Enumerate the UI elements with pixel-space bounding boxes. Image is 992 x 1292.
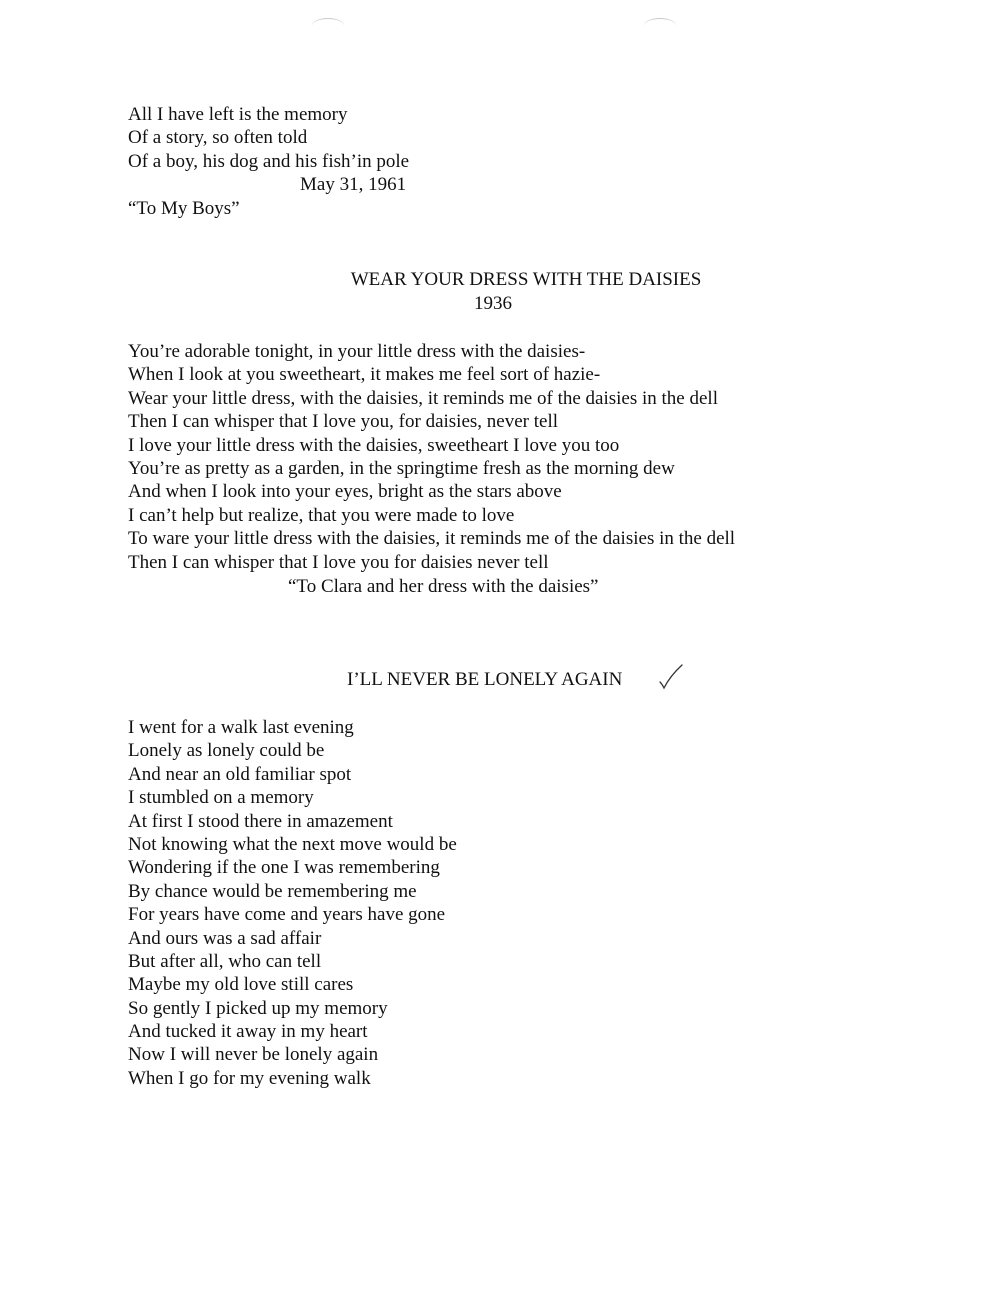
poem-line: And near an old familiar spot: [128, 763, 352, 785]
daisies-poem-title: WEAR YOUR DRESS WITH THE DAISIES: [350, 269, 702, 290]
poem-line: And tucked it away in my heart: [128, 1021, 368, 1043]
lonely-poem-verse: [128, 716, 457, 1090]
poem-line: Then I can whisper that I love you, for daisies, never tell: [128, 411, 558, 433]
poem-line: Now I will never be lonely again: [128, 1044, 379, 1066]
intro-poem-date: May 31, 1961: [300, 174, 407, 195]
poem-line: But after all, who can tell: [128, 950, 322, 972]
poem-line: I love your little dress with the daisies, sweetheart I love you too: [128, 434, 620, 456]
punch-hole-mark-left: [312, 18, 344, 33]
punch-hole-mark-right: [644, 18, 676, 33]
intro-poem-verse: [128, 103, 409, 173]
poem-line: I went for a walk last evening: [128, 717, 354, 738]
poem-line: And ours was a sad affair: [128, 927, 322, 949]
checkmark-icon: [658, 663, 684, 693]
poem-line: I stumbled on a memory: [128, 787, 314, 809]
daisies-poem-verse: [128, 340, 735, 574]
poem-line: You’re as pretty as a garden, in the springtime fresh as the morning dew: [128, 457, 675, 479]
poem-line: And when I look into your eyes, bright as the stars above: [128, 481, 562, 503]
poem-line: At first I stood there in amazement: [128, 810, 393, 832]
poem-line: Of a boy, his dog and his fish’in pole: [128, 150, 410, 172]
poem-line: By chance would be remembering me: [128, 880, 417, 902]
poem-line: To ware your little dress with the daisies, it reminds me of the daisies in the dell: [128, 528, 736, 550]
poem-line: For years have come and years have gone: [128, 904, 446, 926]
poem-line: All I have left is the memory: [128, 104, 348, 125]
intro-poem-dedication: “To My Boys”: [128, 198, 240, 219]
year-text: 1936: [474, 293, 512, 314]
poem-line: So gently I picked up my memory: [128, 997, 388, 1019]
poem-line: When I go for my evening walk: [128, 1067, 371, 1089]
poem-line: Wear your little dress, with the daisies, it reminds me of the daisies in the dell: [128, 387, 718, 409]
poem-line: Maybe my old love still cares: [128, 974, 354, 996]
poem-line: Not knowing what the next move would be: [128, 833, 457, 855]
poem-line: When I look at you sweetheart, it makes me feel sort of hazie-: [128, 364, 601, 386]
lonely-poem-title: I’LL NEVER BE LONELY AGAIN: [347, 669, 623, 690]
poem-line: I can’t help but realize, that you were made to love: [128, 504, 515, 526]
poem-line: Then I can whisper that I love you for daisies never tell: [128, 551, 549, 573]
poem-line: You’re adorable tonight, in your little dress with the daisies-: [128, 341, 586, 362]
daisies-poem-dedication: “To Clara and her dress with the daisies”: [288, 576, 599, 597]
poem-line: Wondering if the one I was remembering: [128, 857, 440, 879]
poem-line: Of a story, so often told: [128, 127, 308, 149]
poem-line: Lonely as lonely could be: [128, 740, 325, 762]
